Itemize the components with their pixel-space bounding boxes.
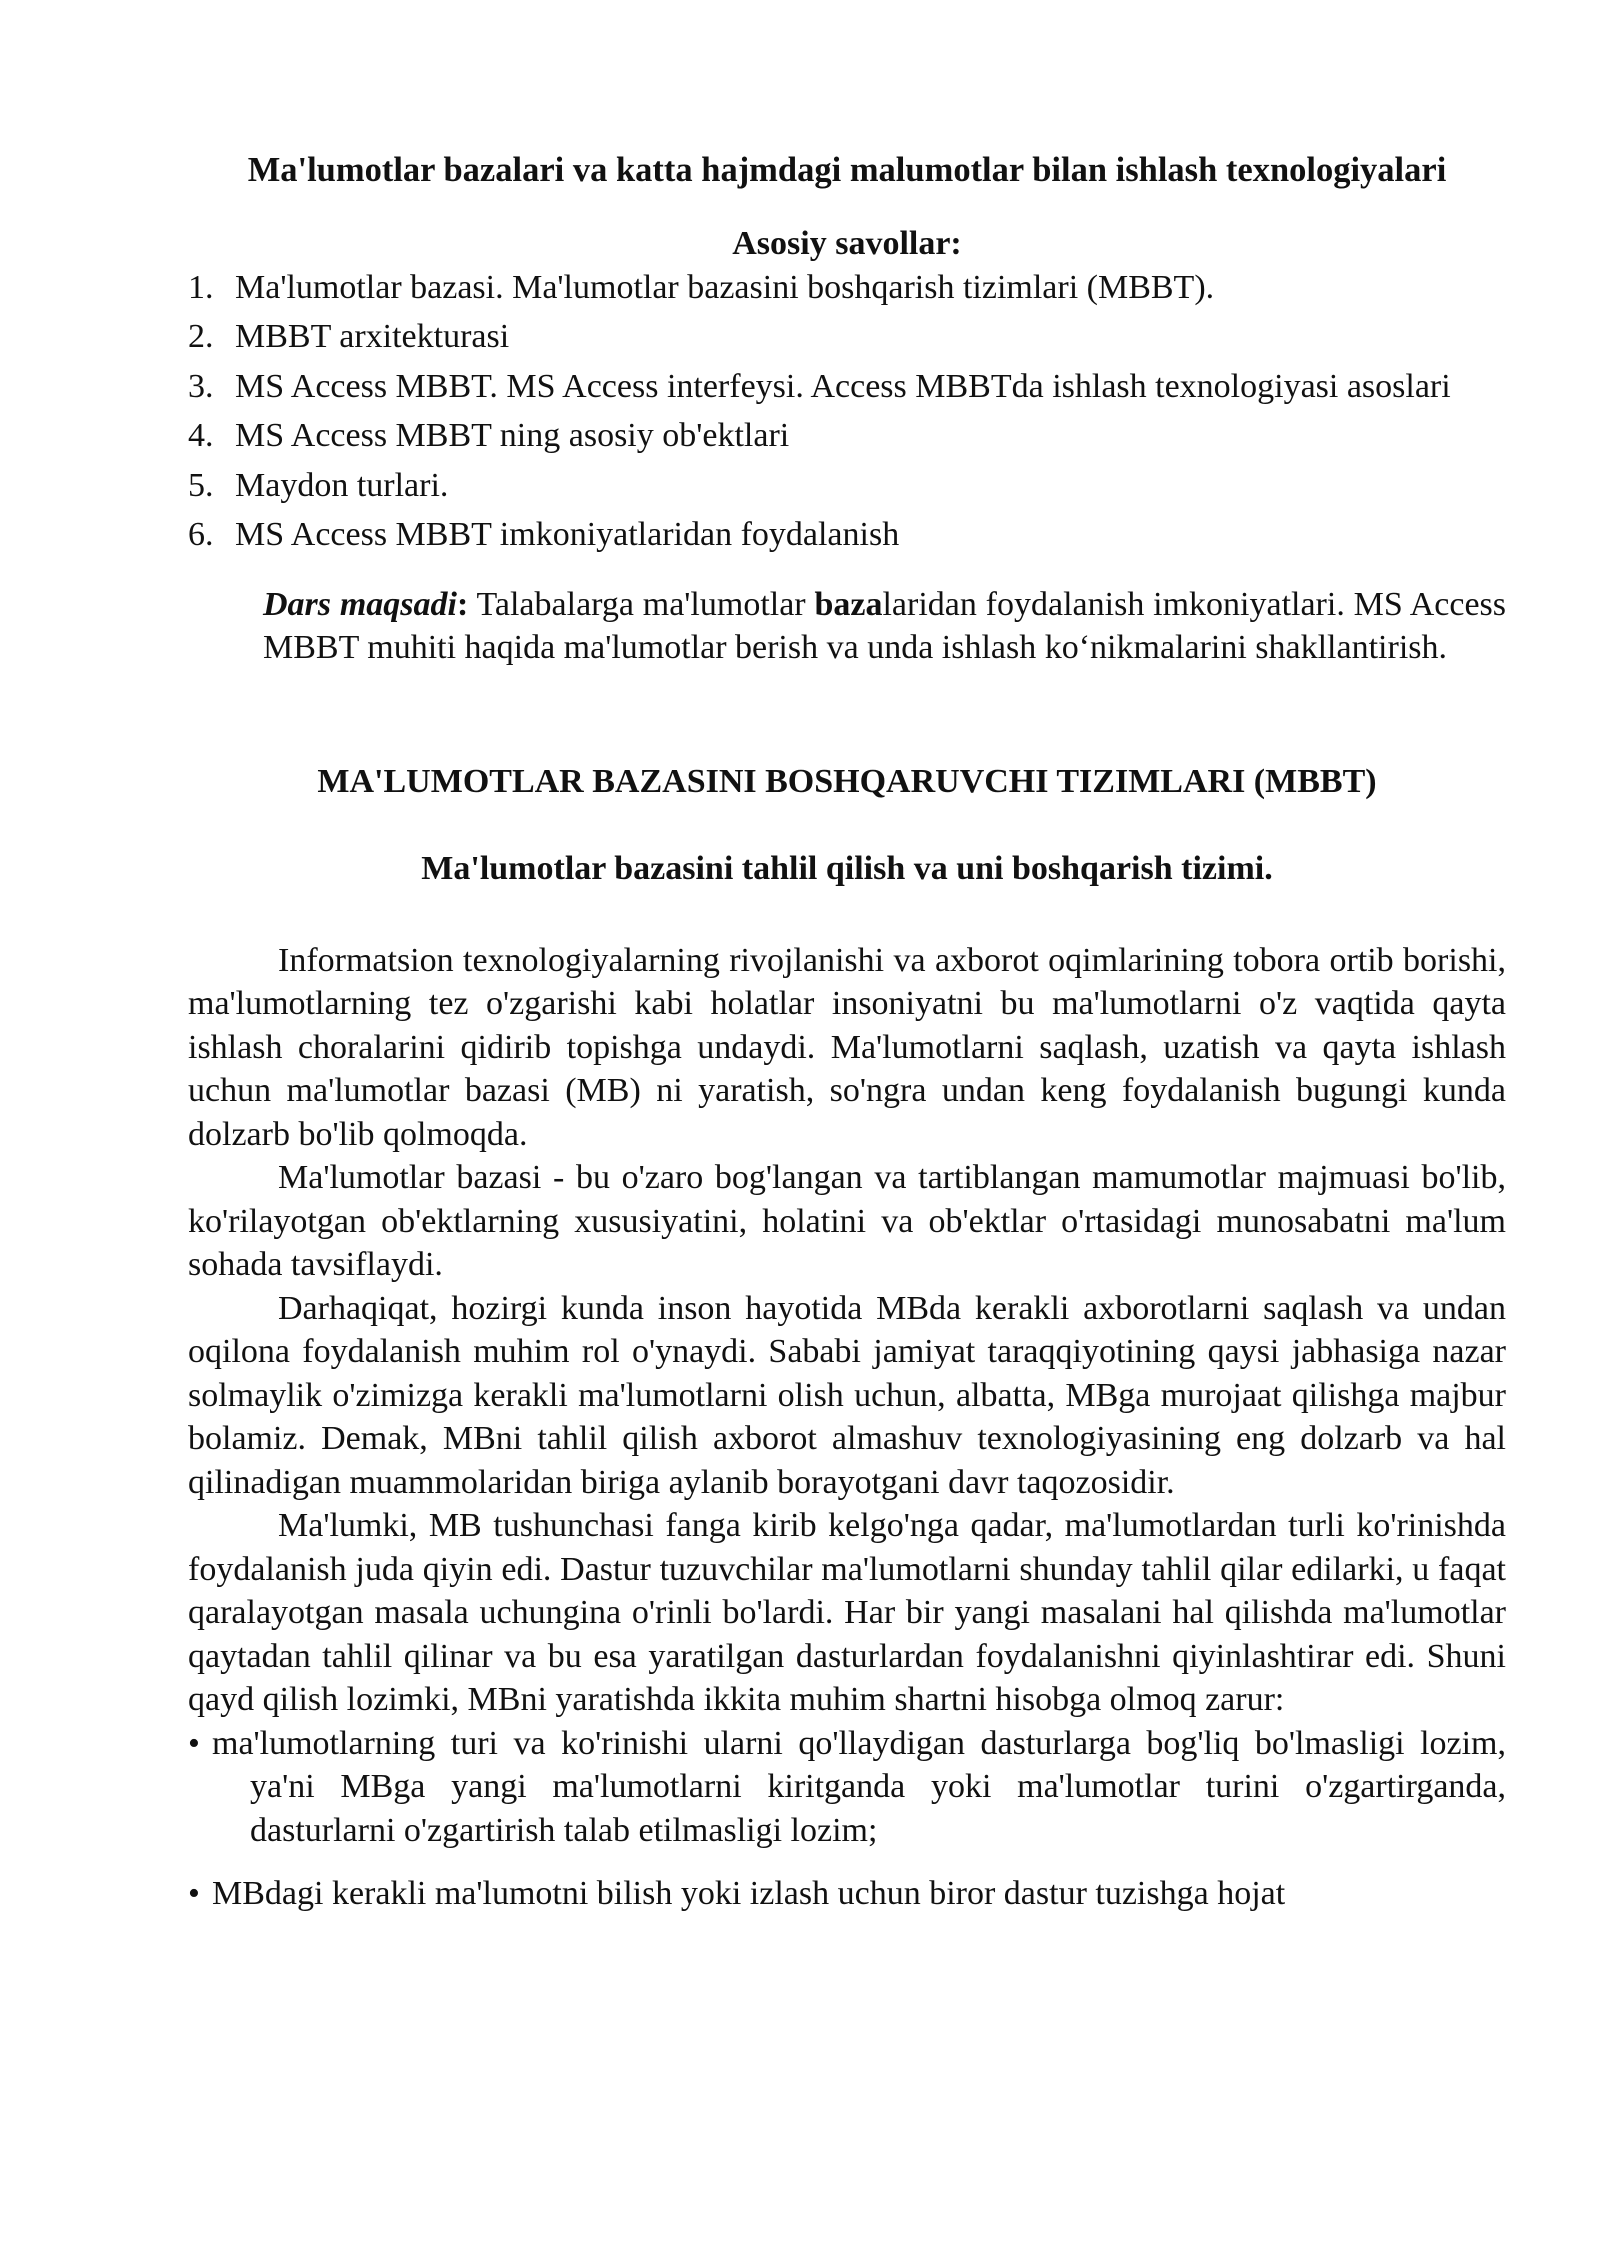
questions-heading: Asosiy savollar: [732,225,962,262]
bullet-icon: • [188,1875,200,1912]
goal-text-before: Talabalarga ma'lumotlar [468,585,815,623]
goal-text-bold: baza [814,585,883,623]
goal-text-after: laridan foydalanish imkoniyatlari. MS Access MBBT muhiti haqida ma'lumotlar berish va unda ishlash ko‘nikmalarini shakllantirish. [263,585,1507,666]
list-number: 2. [188,318,214,355]
list-item [188,266,1506,310]
list-item-text: MBBT arxitekturasi [235,318,510,355]
paragraph: Ma'lumotlar bazasi - bu o'zaro bog'langan va tartiblangan mamumotlar majmuasi bo'lib, ko'rilayotgan ob'ektlarning xususiyatini, holatini va ob'ektlar o'rtasidagi munosabatni ma'lum sohada tavsiflaydi. [188,1159,1506,1283]
list-number: 3. [188,367,214,405]
list-number: 4. [188,417,214,454]
list-number: 5. [188,466,214,504]
lesson-goal [263,583,1506,670]
paragraph: Informatsion texnologiyalarning rivojlanishi va axborot oqimlarining tobora ortib borishi, ma'lumotlarning tez o'zgarishi kabi holatlar insoniyatni bu ma'lumotlarni o'z vaqtida qayta ishlash choralarini qidirib topishga undaydi. Ma'lumotlarni saqlash, uzatish va qayta ishlash uchun ma'lumotlar bazasi (MB) ni yaratish, so'ngra undan keng foydalanish bugungi kunda dolzarb bo'lib qolmoqda. [188,941,1506,1153]
section-title: MA'LUMOTLAR BAZASINI BOSHQARUVCHI TIZIMLARI (MBBT) [317,762,1377,800]
list-number: 1. [188,268,214,306]
bullet-icon: • [188,1724,200,1762]
goal-colon: : [456,585,469,623]
list-number: 6. [188,516,214,553]
list-item-text: MS Access MBBT ning asosiy ob'ektlari [235,417,790,454]
list-item [188,1872,1506,1916]
section-subtitle: Ma'lumotlar bazasini tahlil qilish va uni boshqarish tizimi. [421,850,1273,887]
bullet-list [188,1722,1506,1916]
list-item-text: MBdagi kerakli ma'lumotni bilish yoki izlash uchun biror dastur tuzishga hojat [212,1875,1286,1912]
list-item [188,1722,1506,1853]
list-item [188,315,1506,359]
questions-list [188,266,1506,557]
list-item [188,513,1506,557]
goal-label: Dars maqsadi [263,585,457,623]
list-item [188,464,1506,508]
document-title: Ma'lumotlar bazalari va katta hajmdagi malumotlar bilan ishlash texnologiyalari [247,151,1447,189]
list-item-text: ma'lumotlarning turi va ko'rinishi ularni qo'llaydigan dasturlarga bog'liq bo'lmasligi lozim, ya'ni MBga yangi ma'lumotlarni kiritganda yoki ma'lumotlar turini o'zgartirganda, dasturlarni o'zgartirish talab etilmasligi lozim; [212,1724,1506,1849]
paragraph: Darhaqiqat, hozirgi kunda inson hayotida MBda kerakli axborotlarni saqlash va undan oqilona foydalanish muhim rol o'ynaydi. Sababi jamiyat taraqqiyotining qaysi jabhasiga nazar solmaylik o'zimizga kerakli ma'lumotlarni olish uchun, albatta, MBga murojaat qilishga majbur bolamiz. Demak, MBni tahlil qilish axborot almashuv texnologiyasining eng dolzarb va hal qilinadigan muammolaridan biriga aylanib borayotgani davr taqozosidir. [188,1289,1506,1501]
list-item [188,365,1506,409]
list-item [188,414,1506,458]
list-item-text: Maydon turlari. [235,466,449,504]
paragraph: Ma'lumki, MB tushunchasi fanga kirib kelgo'nga qadar, ma'lumotlardan turli ko'rinishda foydalanish juda qiyin edi. Dastur tuzuvchilar ma'lumotlarni shunday tahlil qilar edilarki, u faqat qaralayotgan masala uchungina o'rinli bo'lardi. Har bir yangi masalani hal qilishda ma'lumotlar qaytadan tahlil qilinar va bu esa yaratilgan dasturlardan foydalanishni qiyinlashtirar edi. Shuni qayd qilish lozimki, MBni yaratishda ikkita muhim shartni hisobga olmoq zarur: [188,1507,1506,1718]
list-item-text: MS Access MBBT imkoniyatlaridan foydalanish [235,516,900,553]
list-item-text: MS Access MBBT. MS Access interfeysi. Access MBBTda ishlash texnologiyasi asoslari [235,367,1451,405]
list-item-text: Ma'lumotlar bazasi. Ma'lumotlar bazasini boshqarish tizimlari (MBBT). [235,268,1215,306]
